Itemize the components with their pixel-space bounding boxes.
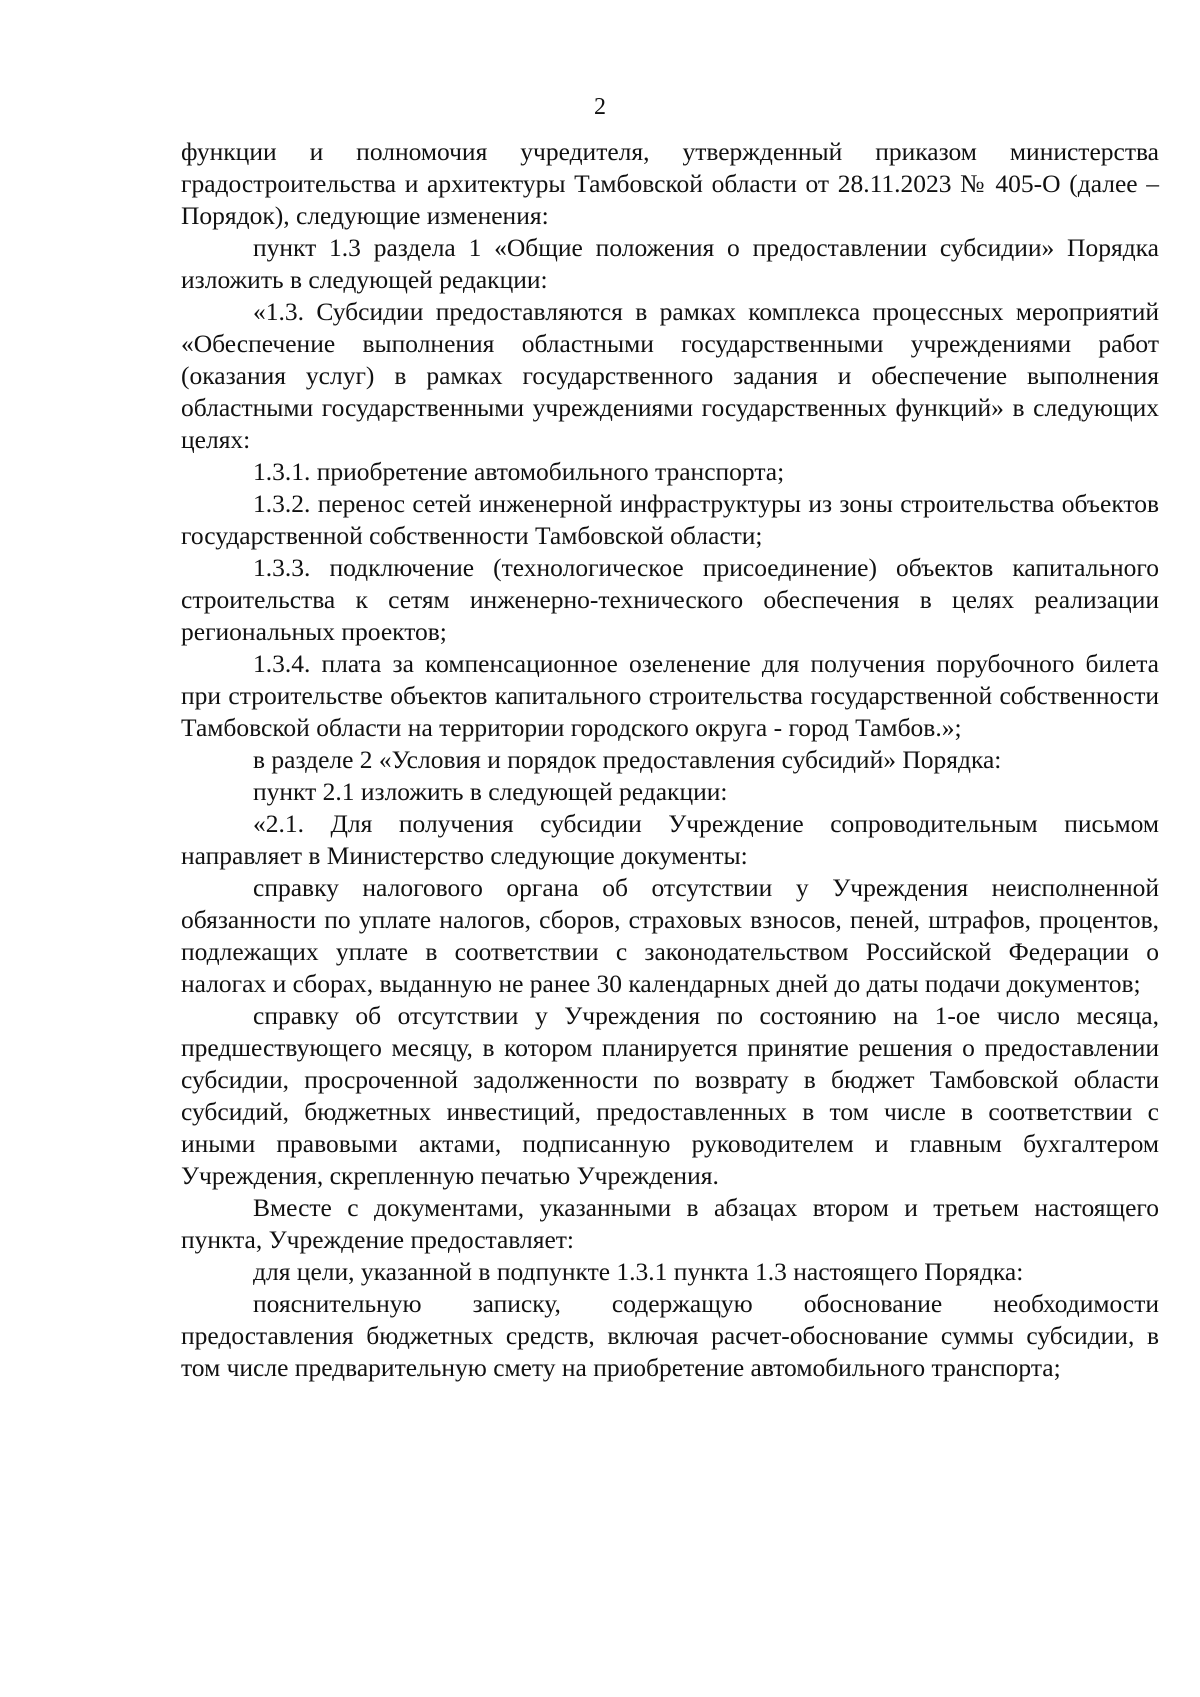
paragraph: 1.3.2. перенос сетей инженерной инфраструктуры из зоны строительства объектов государственной собственности Тамбовской области; [181,489,1159,550]
paragraph: функции и полномочия учредителя, утвержденный приказом министерства градостроительства и архитектуры Тамбовской области от 28.11.2023 № 405-О (далее – Порядок), следующие изменения: [181,137,1159,230]
document-body [181,136,1159,1384]
paragraph: пояснительную записку, содержащую обоснование необходимости предоставления бюджетных средств, включая расчет-обоснование суммы субсидии, в том числе предварительную смету на приобретение автомобильного транспорта; [181,1289,1159,1382]
paragraph: Вместе с документами, указанными в абзацах втором и третьем настоящего пункта, Учреждение предоставляет: [181,1193,1159,1254]
paragraph: 1.3.1. приобретение автомобильного транспорта; [253,457,785,486]
paragraph: 1.3.4. плата за компенсационное озеленение для получения порубочного билета при строительстве объектов капитального строительства государственной собственности Тамбовской области на территории городского округа - город Тамбов.»; [181,649,1159,742]
paragraph: справку налогового органа об отсутствии у Учреждения неисполненной обязанности по уплате налогов, сборов, страховых взносов, пеней, штрафов, процентов, подлежащих уплате в соответствии с законодательством Российской Федерации о налогах и сборах, выданную не ранее 30 календарных дней до даты подачи документов; [181,873,1159,998]
paragraph: «1.3. Субсидии предоставляются в рамках комплекса процессных мероприятий «Обеспечение выполнения областными государственными учреждениями работ (оказания услуг) в рамках государственного задания и обеспечение выполнения областными государственными учреждениями государственных функций» в следующих целях: [181,297,1159,454]
paragraph: справку об отсутствии у Учреждения по состоянию на 1-ое число месяца, предшествующего месяцу, в котором планируется принятие решения о предоставлении субсидии, просроченной задолженности по возврату в бюджет Тамбовской области субсидий, бюджетных инвестиций, предоставленных в том числе в соответствии с иными правовыми актами, подписанную руководителем и главным бухгалтером Учреждения, скрепленную печатью Учреждения. [181,1001,1159,1190]
paragraph: пункт 1.3 раздела 1 «Общие положения о предоставлении субсидии» Порядка изложить в следующей редакции: [181,233,1159,294]
paragraph: пункт 2.1 изложить в следующей редакции: [253,777,728,806]
page-number: 2 [594,94,606,120]
paragraph: «2.1. Для получения субсидии Учреждение сопроводительным письмом направляет в Министерство следующие документы: [181,809,1159,870]
paragraph: в разделе 2 «Условия и порядок предоставления субсидий» Порядка: [253,745,1002,774]
paragraph: для цели, указанной в подпункте 1.3.1 пункта 1.3 настоящего Порядка: [253,1257,1024,1286]
paragraph: 1.3.3. подключение (технологическое присоединение) объектов капитального строительства к сетям инженерно-технического обеспечения в целях реализации региональных проектов; [181,553,1159,646]
